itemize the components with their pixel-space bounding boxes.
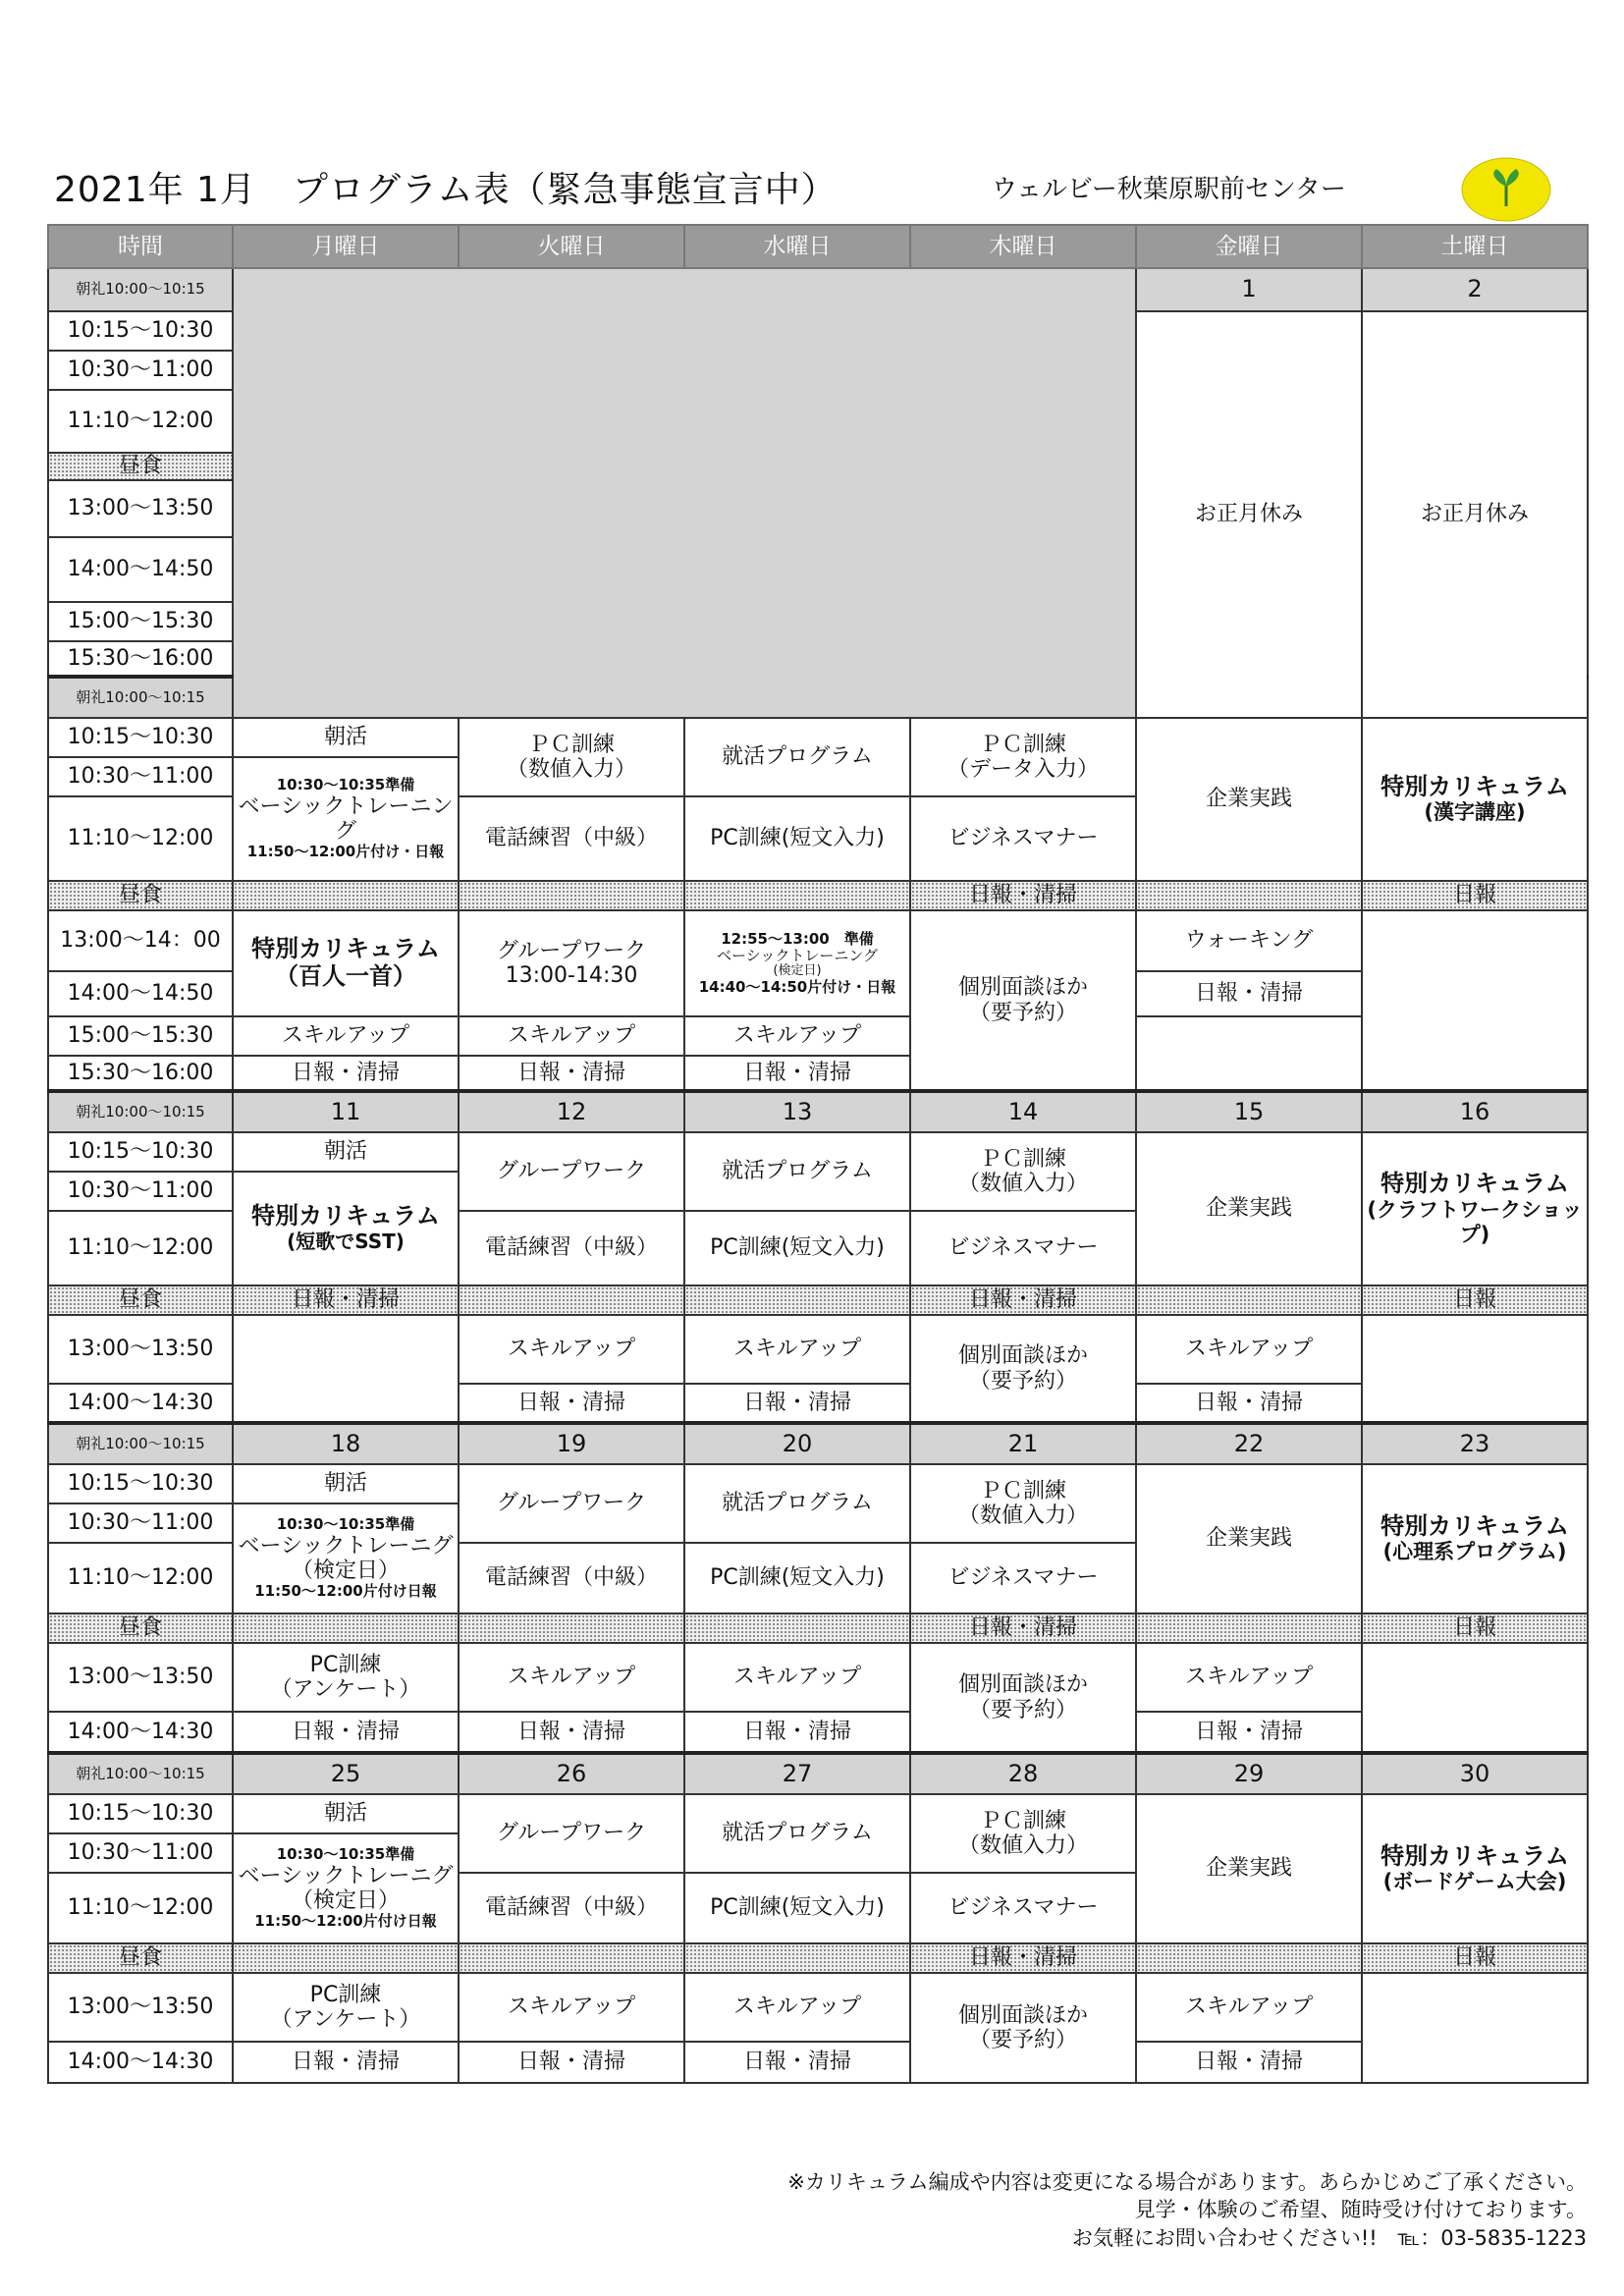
time-slot: 11:10～12:00 [48,1211,233,1285]
date-cell: 28 [910,1753,1136,1794]
lunch-cell [684,881,910,910]
program-cell: 企業実践 [1136,1132,1362,1285]
program-cell: 企業実践 [1136,718,1362,881]
program-cell: スキルアップ [684,1016,910,1056]
footer-line: ※カリキュラム編成や内容は変更になる場合があります。あらかじめご了承ください。 [787,2170,1587,2194]
col-friday: 金曜日 [1136,225,1362,268]
footer-note [787,2168,1587,2252]
program-table [47,224,1589,2084]
time-slot: 朝礼10:00～10:15 [48,1753,233,1794]
date-cell: 14 [910,1091,1136,1132]
basic-prep: 10:30～10:35準備 [276,776,415,794]
program-cell: ＰＣ訓練 （データ入力） [910,718,1136,796]
date-cell: 30 [1362,1753,1588,1794]
program-cell: スキルアップ [1136,1643,1362,1712]
time-slot: 13:00～13:50 [48,1643,233,1712]
time-slot: 15:30～16:00 [48,1056,233,1091]
date-cell: 25 [233,1753,459,1794]
lunch-cell: 日報 [1362,1943,1588,1973]
time-slot: 10:15～10:30 [48,1464,233,1503]
date-cell: 13 [684,1091,910,1132]
lunch-cell: 日報 [1362,1613,1588,1643]
time-slot: 15:00～15:30 [48,1016,233,1056]
header-row [48,225,1588,268]
basic-label: ベーシックトレーニグ（検定日） [238,1533,454,1583]
time-slot: 10:30～11:00 [48,1503,233,1543]
time-slot: 10:30～11:00 [48,351,233,390]
date-cell: 26 [459,1753,684,1794]
date-cell: 22 [1136,1423,1362,1464]
program-cell: 個別面談ほか （要予約） [910,1643,1136,1753]
footer-contact: お気軽にお問い合わせください!! ℡：03-5835-1223 [1071,2225,1587,2250]
program-cell: スキルアップ [684,1973,910,2042]
program-cell: 朝活 [233,1464,459,1503]
basic-prep: 10:30～10:35準備 [276,1845,415,1864]
lunch-cell [459,881,684,910]
basic-end: 11:50～12:00片付け・日報 [246,843,445,861]
program-cell: ＰＣ訓練 （数値入力） [459,718,684,796]
special-sub: (心理系プログラム) [1382,1540,1567,1564]
time-slot: 13:00～13:50 [48,1973,233,2042]
basic-prep: 12:55～13:00 準備 [721,929,874,948]
program-cell: グループワーク [459,1794,684,1873]
time-slot: 朝礼10:00～10:15 [48,1091,233,1132]
basic-training-cell [233,1833,459,1943]
center-name: ウェルビー秋葉原駅前センター [992,175,1346,204]
lunch-cell [459,1943,684,1973]
program-cell: スキルアップ [459,1643,684,1712]
col-tuesday: 火曜日 [459,225,684,268]
time-slot: 朝礼10:00～10:15 [48,677,233,718]
program-cell: ビジネスマナー [910,1873,1136,1943]
program-cell: 日報・清掃 [1136,1384,1362,1423]
basic-training-cell [684,910,910,1016]
program-cell: グループワーク [459,1132,684,1211]
special-title: 特別カリキュラム [1380,1511,1569,1540]
program-cell: 日報・清掃 [684,1384,910,1423]
program-cell: ビジネスマナー [910,1543,1136,1613]
date-cell: 2 [1362,268,1588,311]
program-cell: 個別面談ほか （要予約） [910,1973,1136,2083]
col-wednesday: 水曜日 [684,225,910,268]
program-cell: 日報・清掃 [459,1712,684,1753]
col-time: 時間 [48,225,233,268]
lunch-slot: 昼食 [48,1285,233,1315]
program-cell: グループワーク [459,1464,684,1543]
program-cell: スキルアップ [684,1315,910,1384]
program-cell: 企業実践 [1136,1464,1362,1613]
date-cell: 27 [684,1753,910,1794]
col-monday: 月曜日 [233,225,459,268]
program-cell: 日報・清掃 [459,2042,684,2083]
date-cell: 18 [233,1423,459,1464]
date-cell: 29 [1136,1753,1362,1794]
holiday-cell: お正月休み [1362,311,1588,718]
lunch-cell: 日報・清掃 [910,1943,1136,1973]
basic-training-cell [233,1503,459,1613]
program-cell: スキルアップ [1136,1315,1362,1384]
empty-cell [233,1315,459,1423]
special-title: 特別カリキュラム [251,935,440,963]
lunch-slot: 昼食 [48,1943,233,1973]
page-title: 2021年 1月 プログラム表（緊急事態宣言中） [54,170,838,210]
lunch-cell [459,1285,684,1315]
lunch-cell [684,1285,910,1315]
basic-label: ベーシックトレーニング [716,946,879,964]
program-cell: 就活プログラム [684,1464,910,1543]
special-title: 特別カリキュラム [1380,1841,1569,1870]
lunch-cell [1136,1285,1362,1315]
special-cell [1362,1464,1588,1613]
program-cell: 日報・清掃 [1136,2042,1362,2083]
program-cell: 日報・清掃 [1136,1712,1362,1753]
lunch-cell [233,1613,459,1643]
program-cell: 日報・清掃 [233,2042,459,2083]
program-cell: 朝活 [233,718,459,757]
basic-label: ベーシックトレーニグ（検定日） [238,1863,454,1913]
date-cell: 21 [910,1423,1136,1464]
special-sub: （百人一首） [275,962,416,990]
program-cell: ＰＣ訓練 （数値入力） [910,1464,1136,1543]
time-slot: 14:00～14:50 [48,971,233,1016]
program-cell: ＰＣ訓練 （数値入力） [910,1132,1136,1211]
time-slot: 10:30～11:00 [48,1833,233,1873]
time-slot: 15:30～16:00 [48,641,233,677]
basic-training-cell [233,757,459,881]
time-slot: 10:15～10:30 [48,1794,233,1833]
kentei-label: (検定日) [773,963,822,979]
program-cell: 電話練習（中級） [459,796,684,881]
program-cell: 電話練習（中級） [459,1543,684,1613]
program-cell: PC訓練 （アンケート） [233,1643,459,1712]
program-cell: スキルアップ [459,1315,684,1384]
time-slot: 11:10～12:00 [48,1873,233,1943]
lunch-slot: 昼食 [48,453,233,480]
program-cell: PC訓練(短文入力) [684,1211,910,1285]
time-slot: 11:10～12:00 [48,1543,233,1613]
time-slot: 15:00～15:30 [48,602,233,641]
special-sub: (ボードゲーム大会) [1382,1870,1567,1894]
time-slot: 13:00～14：00 [48,910,233,971]
special-cell [233,910,459,1016]
special-cell [233,1172,459,1285]
lunch-cell: 日報・清掃 [910,1613,1136,1643]
program-cell: 日報・清掃 [233,1712,459,1753]
program-cell: スキルアップ [459,1973,684,2042]
date-cell: 19 [459,1423,684,1464]
lunch-cell [684,1943,910,1973]
welbe-logo-icon [1461,157,1551,222]
empty-cell [1362,1973,1588,2083]
time-slot: 14:00～14:30 [48,1712,233,1753]
program-cell: スキルアップ [459,1016,684,1056]
time-slot: 10:15～10:30 [48,718,233,757]
empty-cell [1362,1315,1588,1423]
lunch-slot: 昼食 [48,1613,233,1643]
group-time: 13:00-14:30 [505,963,638,988]
date-cell: 11 [233,1091,459,1132]
time-slot: 14:00～14:30 [48,1384,233,1423]
program-cell: PC訓練(短文入力) [684,796,910,881]
lunch-cell [459,1613,684,1643]
program-cell: スキルアップ [1136,1973,1362,2042]
col-saturday: 土曜日 [1362,225,1588,268]
program-cell: 電話練習（中級） [459,1873,684,1943]
program-cell: 電話練習（中級） [459,1211,684,1285]
basic-end: 11:50～12:00片付け日報 [254,1912,437,1931]
basic-end: 14:40～14:50片付け・日報 [698,978,896,997]
lunch-cell: 日報・清掃 [233,1285,459,1315]
time-slot: 11:10～12:00 [48,796,233,881]
special-title: 特別カリキュラム [1380,1169,1569,1197]
program-cell [459,910,684,1016]
lunch-cell [1136,881,1362,910]
time-slot: 13:00～13:50 [48,480,233,537]
col-thursday: 木曜日 [910,225,1136,268]
date-cell: 16 [1362,1091,1588,1132]
date-cell: 1 [1136,268,1362,311]
empty-cell [1136,1016,1362,1091]
time-slot: 14:00～14:30 [48,2042,233,2083]
program-cell: ビジネスマナー [910,1211,1136,1285]
program-cell: PC訓練(短文入力) [684,1873,910,1943]
lunch-cell [1136,1613,1362,1643]
lunch-cell [1136,1943,1362,1973]
time-slot: 14:00～14:50 [48,537,233,602]
group-label: グループワーク [496,938,647,963]
lunch-cell [233,881,459,910]
lunch-cell [684,1613,910,1643]
program-cell: 日報・清掃 [684,2042,910,2083]
program-cell: 就活プログラム [684,1132,910,1211]
special-title: 特別カリキュラム [251,1201,440,1230]
program-cell: ビジネスマナー [910,796,1136,881]
time-slot: 10:15～10:30 [48,1132,233,1172]
program-cell: 日報・清掃 [684,1712,910,1753]
program-cell: 日報・清掃 [684,1056,910,1091]
date-cell: 12 [459,1091,684,1132]
special-sub: (漢字講座) [1424,800,1526,825]
date-cell: 23 [1362,1423,1588,1464]
program-cell: 日報・清掃 [1136,971,1362,1016]
program-cell: 日報・清掃 [459,1056,684,1091]
special-cell [1362,1794,1588,1943]
lunch-slot: 昼食 [48,881,233,910]
program-cell: スキルアップ [233,1016,459,1056]
lunch-cell: 日報 [1362,1285,1588,1315]
time-slot: 朝礼10:00～10:15 [48,1423,233,1464]
basic-end: 11:50～12:00片付け日報 [254,1582,437,1601]
program-cell: 日報・清掃 [233,1056,459,1091]
program-cell: PC訓練(短文入力) [684,1543,910,1613]
special-sub: (クラフトワークショップ) [1367,1197,1583,1246]
lunch-cell [233,1943,459,1973]
basic-label: ベーシックトレーニング [238,793,454,844]
lunch-cell: 日報 [1362,881,1588,910]
program-cell: 日報・清掃 [459,1384,684,1423]
holiday-cell: お正月休み [1136,311,1362,718]
date-cell: 15 [1136,1091,1362,1132]
time-slot: 10:30～11:00 [48,757,233,796]
program-cell: 企業実践 [1136,1794,1362,1943]
program-cell: 朝活 [233,1132,459,1172]
time-slot: 10:30～11:00 [48,1172,233,1211]
program-cell: スキルアップ [684,1643,910,1712]
program-cell: 個別面談ほか （要予約） [910,1315,1136,1423]
special-cell [1362,1132,1588,1285]
empty-cell [1362,910,1588,1091]
special-title: 特別カリキュラム [1380,772,1569,800]
time-slot: 10:15～10:30 [48,311,233,351]
lunch-cell: 日報・清掃 [910,1285,1136,1315]
time-slot: 11:10～12:00 [48,390,233,453]
special-sub: (短歌でSST) [287,1230,405,1254]
empty-cell [1362,1643,1588,1753]
date-cell: 20 [684,1423,910,1464]
program-cell: 就活プログラム [684,718,910,796]
footer-line: 見学・体験のご希望、随時受け付けております。 [1134,2198,1587,2222]
program-cell: 個別面談ほか （要予約） [910,910,1136,1091]
program-cell: ウォーキング [1136,910,1362,971]
program-cell: ＰＣ訓練 （数値入力） [910,1794,1136,1873]
program-cell: PC訓練 （アンケート） [233,1973,459,2042]
program-cell: 就活プログラム [684,1794,910,1873]
lunch-cell: 日報・清掃 [910,881,1136,910]
time-slot: 朝礼10:00～10:15 [48,268,233,311]
basic-prep: 10:30～10:35準備 [276,1515,415,1534]
special-cell [1362,718,1588,881]
empty-cell [233,268,1136,718]
time-slot: 13:00～13:50 [48,1315,233,1384]
program-cell: 朝活 [233,1794,459,1833]
